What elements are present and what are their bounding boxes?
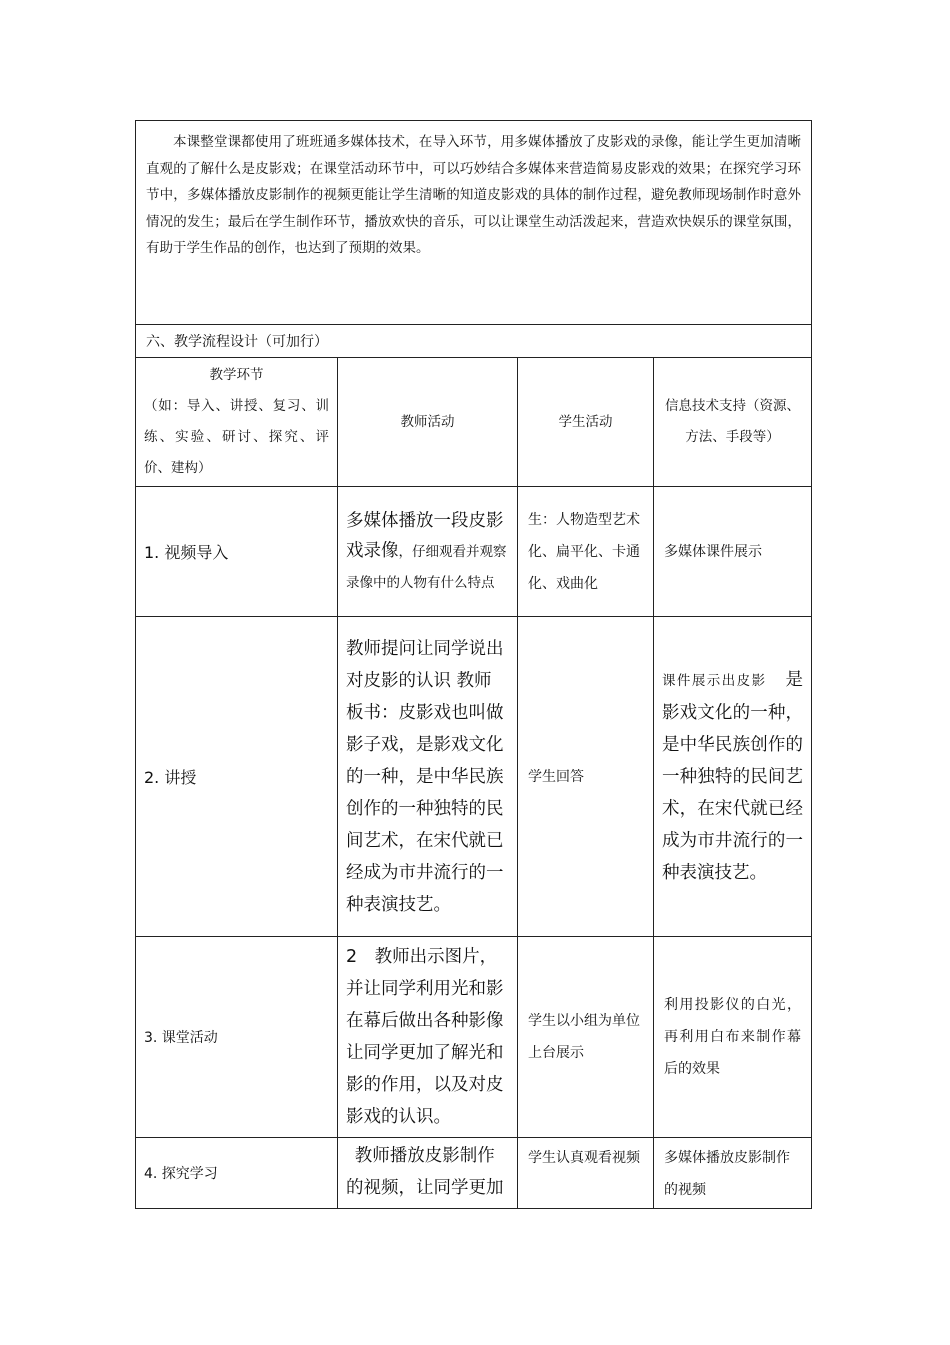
row1-teacher xyxy=(338,487,518,617)
lesson-table xyxy=(135,120,812,1209)
section-row xyxy=(136,325,812,358)
row2-tech-body: 是影戏文化的一种，是中华民族创作的一种独特的民间艺术，在宋代就已经成为市井流行的一种表演技艺。 xyxy=(662,670,803,883)
row1-student: 生：人物造型艺术化、扁平化、卡通化、戏曲化 xyxy=(518,487,654,617)
lesson-document xyxy=(135,120,811,1209)
row3-student: 学生以小组为单位上台展示 xyxy=(518,937,654,1138)
row4-tech-text: 多媒体播放皮影制作的视频 xyxy=(664,1150,790,1198)
row4-teacher-text: 教师播放皮影制作的视频，让同学更加 xyxy=(346,1146,504,1198)
row1-stage: 1. 视频导入 xyxy=(136,487,338,617)
header-teacher: 教师活动 xyxy=(338,358,518,487)
row2-student: 学生回答 xyxy=(518,617,654,937)
row4-tech xyxy=(654,1138,812,1209)
table-row xyxy=(136,617,812,937)
table-row xyxy=(136,937,812,1138)
row4-student-text: 学生认真观看视频 xyxy=(528,1150,640,1166)
row1-tech: 多媒体课件展示 xyxy=(654,487,812,617)
header-tech: 信息技术支持（资源、方法、手段等） xyxy=(654,358,812,487)
header-stage-title: 教学环节 xyxy=(209,367,264,383)
row2-teacher: 教师提问让同学说出对皮影的认识 教师板书：皮影戏也叫做影子戏，是影戏文化的一种，是中华民族创作的一种独特的民间艺术，在宋代就已经成为市井流行的一种表演技艺。 xyxy=(338,617,518,937)
row3-stage: 3. 课堂活动 xyxy=(136,937,338,1138)
row4-teacher xyxy=(338,1138,518,1209)
header-stage xyxy=(136,358,338,487)
row4-stage: 4. 探究学习 xyxy=(136,1138,338,1209)
header-stage-examples: （如：导入、讲授、复习、训练、实验、研讨、探究、评价、建构） xyxy=(144,398,329,476)
intro-cell xyxy=(136,121,812,325)
row4-student xyxy=(518,1138,654,1209)
row2-stage: 2. 讲授 xyxy=(136,617,338,937)
row2-tech-lead: 课件展示出皮影 xyxy=(662,673,767,689)
header-row xyxy=(136,358,812,487)
row3-tech: 利用投影仪的白光，再利用白布来制作幕后的效果 xyxy=(654,937,812,1138)
row1-teacher-main: 多媒体播放一段皮影戏录像 xyxy=(346,510,504,561)
section-title: 六、教学流程设计（可加行） xyxy=(136,325,812,358)
row1-teacher-detail: ，仔细观看并观察录像中的人物有什么特点 xyxy=(346,543,507,591)
intro-paragraph: 本课整堂课都使用了班班通多媒体技术，在导入环节，用多媒体播放了皮影戏的录像，能让学生更加清晰直观的了解什么是皮影戏；在课堂活动环节中，可以巧妙结合多媒体来营造简易皮影戏的效果；在探究学习环节中，多媒体播放皮影制作的视频更能让学生清晰的知道皮影戏的具体的制作过程，避免教师现场制作时意外情况的发生；最后在学生制作环节，播放欢快的音乐，可以让课堂生动活泼起来，营造欢快娱乐的课堂氛围，有助于学生作品的创作，也达到了预期的效果。 xyxy=(146,134,801,256)
header-student: 学生活动 xyxy=(518,358,654,487)
row2-tech xyxy=(654,617,812,937)
intro-row xyxy=(136,121,812,325)
row3-teacher: 2 教师出示图片，并让同学利用光和影在幕后做出各种影像让同学更加了解光和影的作用，以及对皮影戏的认识。 xyxy=(338,937,518,1138)
table-row xyxy=(136,487,812,617)
table-row xyxy=(136,1138,812,1209)
